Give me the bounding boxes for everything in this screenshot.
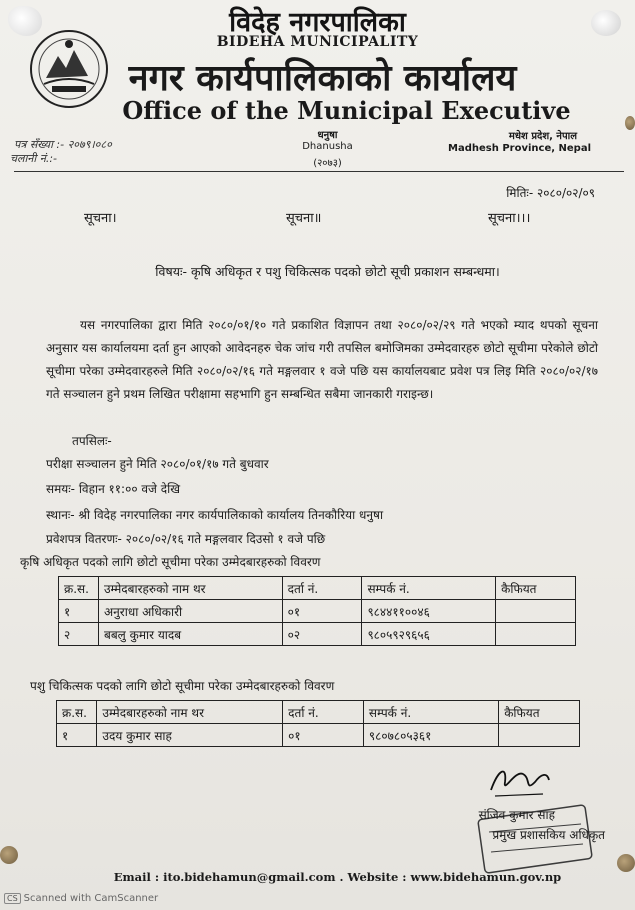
signatory-name: संजिव कुमार साह xyxy=(478,808,555,822)
footer-contact: Email : ito.bidehamun@gmail.com . Website : www.bidehamun.gov.np xyxy=(113,870,562,884)
exam-time: समयः- विहान ११:०० वजे देखि xyxy=(46,482,181,496)
agri-table-caption: कृषि अधिकृत पदको लागि छोटो सूचीमा परेका उम्मेदबारहरुको विवरण xyxy=(20,555,321,569)
district-np: धनुषा xyxy=(317,130,338,141)
column-header: दर्ता नं. xyxy=(282,577,362,600)
column-header: क्र.स. xyxy=(57,701,97,724)
dispatch-number: चलानी नं.:- xyxy=(10,152,58,165)
name-cell: अनुराधा अधिकारी xyxy=(98,600,282,623)
column-header: सम्पर्क नं. xyxy=(363,701,498,724)
column-header: दर्ता नं. xyxy=(283,701,364,724)
office-name-en: Office of the Municipal Executive xyxy=(122,96,571,125)
column-header: उम्मेदबारहरुको नाम थर xyxy=(97,701,283,724)
notice-heading-2: सूचना॥ xyxy=(286,211,322,226)
column-header: उम्मेदबारहरुको नाम थर xyxy=(98,577,282,600)
column-header: कैफियत xyxy=(499,701,580,724)
signatory-title: प्रमुख प्रशासकिय अधिकृत xyxy=(492,828,605,842)
province-np: मधेश प्रदेश, नेपाल xyxy=(508,131,577,142)
district-en: Dhanusha xyxy=(302,141,353,152)
body-text: यस नगरपालिका द्वारा मिति २०८०/०१/१० गते प्रकाशित विज्ञापन तथा २०८०/०२/२९ गते भएको म्याद थपको सूचना अनुसार यस कार्यालयमा दर्ता हुन आएको आवेदनहरु चेक जांच गरी तपसिल बमोजिमका उम्मेदवारहरु छोटो सूचीमा परेकोले छोटो सूचीमा परेका उम्मेदवारहरुले मिति २०८०/०२/१६ गते मङ्गलवार १ वजे पछि यस कार्यालयबाट प्रवेश पत्र लिइ मिति २०८०/०२/१७ गते सञ्चालन हुने प्रथम लिखित परीक्षामा सहभागि हुन सम्बन्धित सबैमा जानकारी गराइन्छ। xyxy=(46,318,598,401)
reference-number: पत्र सँख्या :- २०७९।०८० xyxy=(14,138,112,151)
scanner-text: Scanned with CamScanner xyxy=(23,893,159,904)
table-header-row xyxy=(57,701,580,724)
remarks-cell xyxy=(496,623,576,646)
phone-cell: ९८०७८०५३६१ xyxy=(363,724,498,747)
table-row xyxy=(57,724,580,747)
column-header: क्र.स. xyxy=(59,577,99,600)
serial-cell: १ xyxy=(57,724,97,747)
name-cell: उदय कुमार साह xyxy=(97,724,283,747)
letter-date: मितिः- २०८०/०२/०९ xyxy=(506,186,595,200)
agri-candidates-table xyxy=(58,576,576,646)
notice-heading-1: सूचना। xyxy=(84,211,117,226)
column-header: कैफियत xyxy=(496,577,576,600)
vet-table-caption: पशु चिकित्सक पदको लागि छोटो सूचीमा परेका उम्मेदबारहरुको विवरण xyxy=(30,679,335,693)
handwritten-signature xyxy=(485,760,555,802)
table-header-row xyxy=(59,577,576,600)
reg-cell: ०२ xyxy=(282,623,362,646)
reg-cell: ०१ xyxy=(283,724,364,747)
remarks-cell xyxy=(496,600,576,623)
table-row xyxy=(59,600,576,623)
phone-cell: ९८०५९२९६५६ xyxy=(362,623,496,646)
serial-cell: १ xyxy=(59,600,99,623)
camscanner-icon: CS xyxy=(4,893,21,904)
reg-cell: ०१ xyxy=(282,600,362,623)
exam-date: परीक्षा सञ्चालन हुने मिति २०८०/०१/१७ गते बुधवार xyxy=(46,457,269,471)
notice-heading-3: सूचना।।। xyxy=(488,211,531,226)
establishment-year: (२०७३) xyxy=(313,158,342,169)
province-en: Madhesh Province, Nepal xyxy=(448,143,591,154)
phone-cell: ९८४४११००४६ xyxy=(362,600,496,623)
subject-line: विषयः- कृषि अधिकृत र पशु चिकित्सक पदको छोटो सूची प्रकाशन सम्बन्धमा। xyxy=(155,264,500,279)
body-paragraph xyxy=(46,314,598,406)
table-row xyxy=(59,623,576,646)
municipality-name-np: विदेह नगरपालिका xyxy=(229,7,406,38)
scanner-watermark xyxy=(4,893,158,904)
header-divider xyxy=(14,171,624,172)
remarks-cell xyxy=(499,724,580,747)
details-heading: तपसिलः- xyxy=(72,434,112,448)
office-name-np: नगर कार्यपालिकाको कार्यालय xyxy=(128,57,517,99)
admit-card-distribution: प्रवेशपत्र वितरणः- २०८०/०२/१६ गते मङ्गलवार दिउसो १ वजे पछि xyxy=(46,532,326,546)
name-cell: बबलु कुमार यादब xyxy=(98,623,282,646)
municipality-name-en: BIDEHA MUNICIPALITY xyxy=(216,34,419,50)
column-header: सम्पर्क नं. xyxy=(362,577,496,600)
exam-venue: स्थानः- श्री विदेह नगरपालिका नगर कार्यपालिकाको कार्यालय तिनकौरिया धनुषा xyxy=(46,508,384,522)
vet-candidates-table xyxy=(56,700,580,747)
pin-icon xyxy=(0,846,18,864)
serial-cell: २ xyxy=(59,623,99,646)
